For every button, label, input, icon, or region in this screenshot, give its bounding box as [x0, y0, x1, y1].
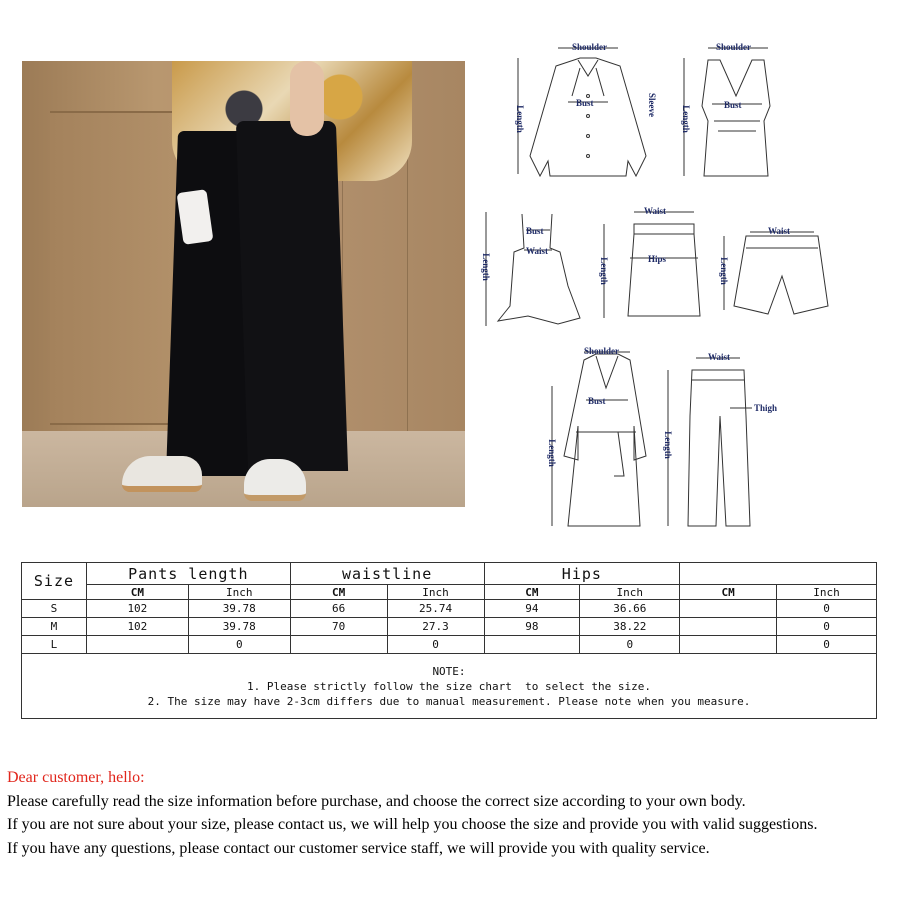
label-length-skirt: Length: [598, 257, 609, 285]
value-cell: 0: [188, 636, 290, 654]
label-length-coat: Length: [546, 439, 557, 467]
skirt-sketch: [604, 212, 700, 318]
value-cell: 0: [777, 600, 877, 618]
label-length-blouse: Length: [514, 105, 525, 133]
value-cell: 66: [290, 600, 387, 618]
label-length-trousers: Length: [662, 431, 673, 459]
sneaker-right: [244, 459, 306, 501]
table-row: [22, 636, 877, 654]
unit-inch: Inch: [580, 585, 680, 600]
hand: [290, 61, 324, 136]
tank-sketch: [684, 48, 770, 176]
label-waist-dress: Waist: [526, 246, 549, 256]
table-row: [22, 600, 877, 618]
value-cell: 98: [484, 618, 580, 636]
value-cell: [680, 600, 777, 618]
trousers-sketch: [668, 358, 752, 526]
label-length-shorts: Length: [718, 257, 729, 285]
unit-cm: CM: [290, 585, 387, 600]
label-shoulder-tank: Shoulder: [716, 42, 752, 52]
label-sleeve: Sleeve: [647, 93, 657, 117]
label-waist-trousers: Waist: [708, 352, 731, 362]
unit-cm: CM: [680, 585, 777, 600]
label-thigh: Thigh: [754, 403, 778, 413]
column-pants-length: Pants length: [86, 563, 290, 585]
unit-cm: CM: [86, 585, 188, 600]
column-hips: Hips: [484, 563, 680, 585]
column-waistline: waistline: [290, 563, 484, 585]
black-pants-right-leg: [236, 121, 348, 471]
value-cell: 25.74: [387, 600, 484, 618]
label-hips-skirt: Hips: [648, 254, 667, 264]
label-length-dress: Length: [480, 253, 491, 281]
note-line-2: 2. The size may have 2-3cm differs due to manual measurement. Please note when you measure.: [147, 694, 751, 708]
message-line-2: If you are not sure about your size, please contact us, we will help you choose the size and provide you with valid suggestions.: [7, 816, 818, 833]
value-cell: 0: [777, 636, 877, 654]
label-shoulder-coat: Shoulder: [584, 346, 620, 356]
value-cell: [86, 636, 188, 654]
value-cell: 38.22: [580, 618, 680, 636]
label-length-tank: Length: [680, 105, 691, 133]
measurement-diagrams: [468, 36, 888, 536]
shorts-sketch: [724, 232, 828, 314]
greeting: Dear customer, hello:: [7, 769, 145, 786]
value-cell: 0: [777, 618, 877, 636]
unit-cm: CM: [484, 585, 580, 600]
value-cell: 36.66: [580, 600, 680, 618]
value-cell: 39.78: [188, 600, 290, 618]
coat-sketch: [552, 352, 646, 526]
label-bust-tank: Bust: [724, 100, 742, 110]
unit-inch: Inch: [387, 585, 484, 600]
customer-message: [7, 766, 817, 860]
note-line-1: 1. Please strictly follow the size chart to select the size.: [247, 679, 651, 693]
size-cell: S: [22, 600, 87, 618]
value-cell: [290, 636, 387, 654]
unit-inch: Inch: [188, 585, 290, 600]
message-line-3: If you have any questions, please contact our customer service staff, we will provide you with quality service.: [7, 839, 710, 857]
unit-inch: Inch: [777, 585, 877, 600]
value-cell: [680, 636, 777, 654]
label-shoulder: Shoulder: [572, 42, 608, 52]
value-cell: 27.3: [387, 618, 484, 636]
value-cell: 0: [387, 636, 484, 654]
product-photo: [22, 61, 465, 507]
label-bust-coat: Bust: [588, 396, 606, 406]
column-blank: [680, 563, 877, 585]
blouse-sketch: [518, 48, 646, 176]
value-cell: [484, 636, 580, 654]
sneaker-left: [122, 456, 202, 492]
size-chart-table: [21, 562, 877, 719]
message-line-1: Please carefully read the size information before purchase, and choose the correct size according to your own body.: [7, 792, 746, 810]
value-cell: 102: [86, 600, 188, 618]
value-cell: 39.78: [188, 618, 290, 636]
value-cell: 70: [290, 618, 387, 636]
table-row: [22, 618, 877, 636]
value-cell: [680, 618, 777, 636]
size-header: Size: [22, 563, 87, 600]
note-title: NOTE:: [432, 664, 466, 678]
label-bust: Bust: [576, 98, 594, 108]
label-waist-skirt: Waist: [644, 206, 667, 216]
size-cell: L: [22, 636, 87, 654]
value-cell: 94: [484, 600, 580, 618]
size-cell: M: [22, 618, 87, 636]
value-cell: 0: [580, 636, 680, 654]
label-bust-dress: Bust: [526, 226, 544, 236]
note-block: [22, 654, 877, 719]
value-cell: 102: [86, 618, 188, 636]
label-waist-shorts: Waist: [768, 226, 791, 236]
